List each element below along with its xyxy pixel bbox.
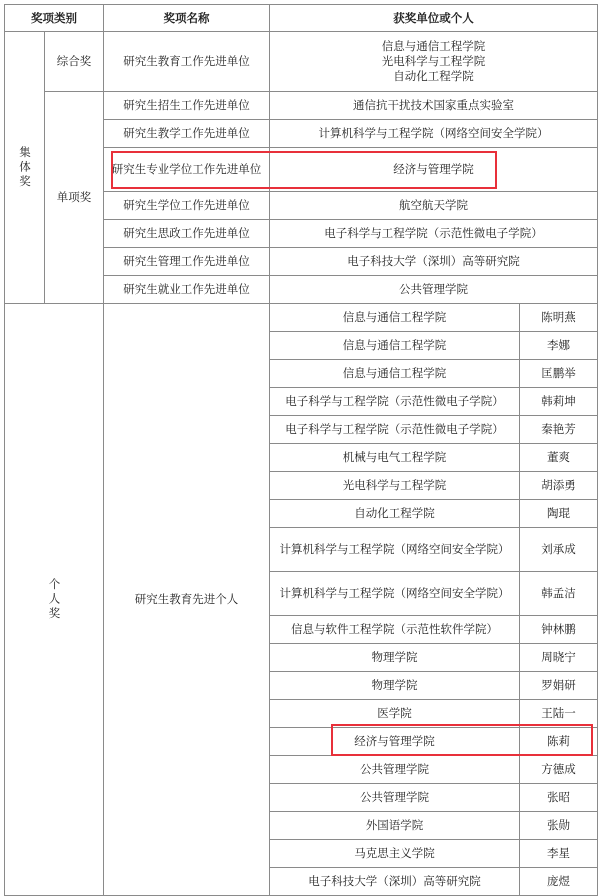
recipient-unit-cell: 信息与软件工程学院（示范性软件学院）	[270, 616, 520, 644]
recipient-unit-cell: 计算机科学与工程学院（网络空间安全学院）	[270, 572, 520, 616]
header-row	[5, 5, 598, 32]
recipient-unit-cell: 信息与通信工程学院	[270, 360, 520, 388]
unit-line: 光电科学与工程学院	[381, 54, 486, 68]
unit-line: 信息与通信工程学院	[381, 39, 486, 53]
recipient-cell: 计算机科学与工程学院（网络空间安全学院）	[270, 120, 598, 148]
recipient-name-cell: 刘承成	[520, 528, 598, 572]
recipient-unit-cell: 经济与管理学院	[270, 728, 520, 756]
header-recipient: 获奖单位或个人	[270, 5, 598, 32]
recipient-unit-cell: 医学院	[270, 700, 520, 728]
individual-award-label: 个人奖	[5, 304, 104, 896]
table-row	[5, 304, 598, 332]
recipient-unit-cell: 信息与通信工程学院	[270, 304, 520, 332]
recipient-name-cell: 周晓宁	[520, 644, 598, 672]
recipient-cell: 航空航天学院	[270, 192, 598, 220]
recipient-unit-cell: 马克思主义学院	[270, 840, 520, 868]
recipient-unit-cell: 电子科学与工程学院（示范性微电子学院）	[270, 416, 520, 444]
recipient-unit-cell: 计算机科学与工程学院（网络空间安全学院）	[270, 528, 520, 572]
recipient-name-cell: 韩莉坤	[520, 388, 598, 416]
header-award-name: 奖项名称	[104, 5, 270, 32]
award-name-cell: 研究生思政工作先进单位	[104, 220, 270, 248]
recipient-name-cell: 张勋	[520, 812, 598, 840]
recipient-name-cell: 王陆一	[520, 700, 598, 728]
recipient-name-cell: 庞煜	[520, 868, 598, 896]
recipient-name-cell: 秦艳芳	[520, 416, 598, 444]
award-name-cell: 研究生管理工作先进单位	[104, 248, 270, 276]
unit-line: 自动化工程学院	[393, 69, 474, 83]
recipient-unit-cell: 电子科学与工程学院（示范性微电子学院）	[270, 388, 520, 416]
recipient-unit-cell: 光电科学与工程学院	[270, 472, 520, 500]
table-row	[5, 92, 598, 120]
recipient-name-cell: 张昭	[520, 784, 598, 812]
header-category: 奖项类别	[5, 5, 104, 32]
award-name-cell: 研究生教育先进个人	[104, 304, 270, 896]
collective-award-label: 集体奖	[5, 32, 45, 304]
recipient-unit-cell: 外国语学院	[270, 812, 520, 840]
recipient-name-cell: 李星	[520, 840, 598, 868]
table-row	[5, 32, 598, 92]
recipient-unit-cell: 信息与通信工程学院	[270, 332, 520, 360]
award-name-cell: 研究生学位工作先进单位	[104, 192, 270, 220]
recipient-cell: 通信抗干扰技术国家重点实验室	[270, 92, 598, 120]
recipient-unit-cell: 自动化工程学院	[270, 500, 520, 528]
recipient-name-cell: 董爽	[520, 444, 598, 472]
recipient-units-cell	[270, 32, 598, 92]
award-name-cell: 研究生就业工作先进单位	[104, 276, 270, 304]
recipient-unit-cell: 物理学院	[270, 672, 520, 700]
recipient-cell: 电子科学与工程学院（示范性微电子学院）	[270, 220, 598, 248]
award-table	[4, 4, 598, 896]
recipient-unit-cell: 公共管理学院	[270, 784, 520, 812]
recipient-name-cell: 钟林鹏	[520, 616, 598, 644]
award-name-cell: 研究生教育工作先进单位	[104, 32, 270, 92]
award-name-cell: 研究生教学工作先进单位	[104, 120, 270, 148]
single-award-label: 单项奖	[45, 92, 104, 304]
recipient-name-cell: 陈明燕	[520, 304, 598, 332]
recipient-name-cell: 陶琨	[520, 500, 598, 528]
award-name-cell: 研究生专业学位工作先进单位	[104, 148, 270, 192]
recipient-unit-cell: 公共管理学院	[270, 756, 520, 784]
recipient-name-cell: 匡鹏举	[520, 360, 598, 388]
recipient-name-cell: 陈莉	[520, 728, 598, 756]
recipient-unit-cell: 物理学院	[270, 644, 520, 672]
recipient-cell: 电子科技大学（深圳）高等研究院	[270, 248, 598, 276]
recipient-name-cell: 韩孟洁	[520, 572, 598, 616]
recipient-name-cell: 胡添勇	[520, 472, 598, 500]
comprehensive-award-label: 综合奖	[45, 32, 104, 92]
recipient-name-cell: 李娜	[520, 332, 598, 360]
recipient-cell: 经济与管理学院	[270, 148, 598, 192]
recipient-cell: 公共管理学院	[270, 276, 598, 304]
recipient-name-cell: 罗娟研	[520, 672, 598, 700]
recipient-unit-cell: 电子科技大学（深圳）高等研究院	[270, 868, 520, 896]
recipient-name-cell: 方德成	[520, 756, 598, 784]
award-name-cell: 研究生招生工作先进单位	[104, 92, 270, 120]
recipient-unit-cell: 机械与电气工程学院	[270, 444, 520, 472]
